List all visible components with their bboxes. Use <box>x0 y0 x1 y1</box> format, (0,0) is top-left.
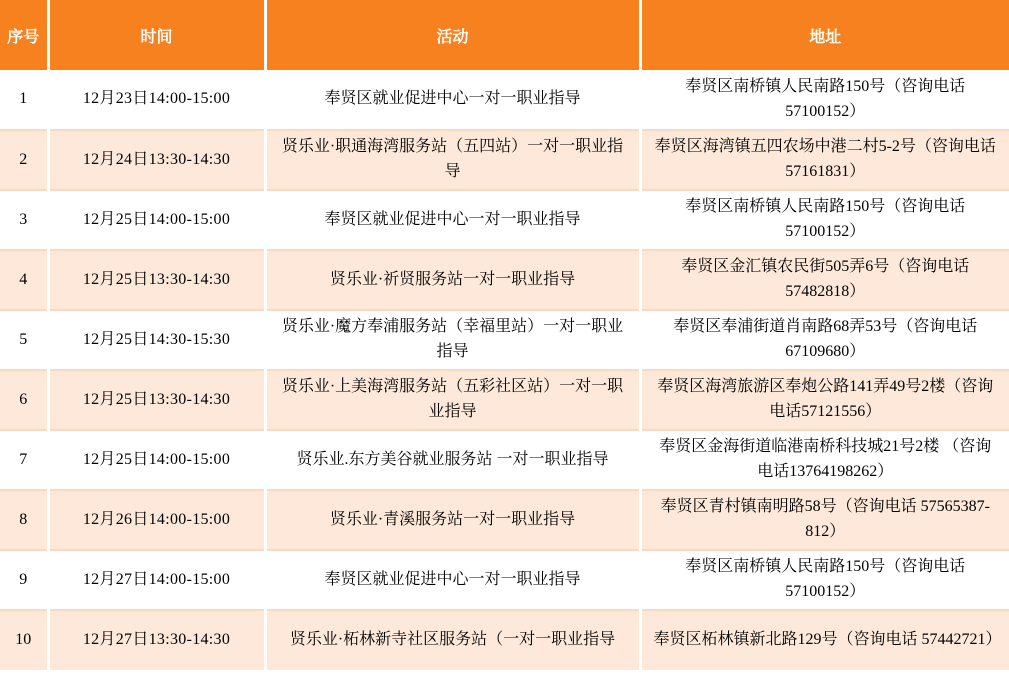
table-row <box>0 310 1009 370</box>
table-body <box>0 70 1009 670</box>
cell-activity: 贤乐业·祈贤服务站一对一职业指导 <box>265 250 640 310</box>
cell-address: 奉贤区海湾镇五四农场中港二村5-2号（咨询电话57161831） <box>640 130 1009 190</box>
header-row <box>0 0 1009 70</box>
table-row <box>0 610 1009 670</box>
table-row <box>0 550 1009 610</box>
table-row <box>0 70 1009 130</box>
cell-serial-number: 3 <box>0 190 48 250</box>
table-row <box>0 490 1009 550</box>
cell-address: 奉贤区青村镇南明路58号（咨询电话 57565387-812） <box>640 490 1009 550</box>
cell-activity: 奉贤区就业促进中心一对一职业指导 <box>265 550 640 610</box>
cell-address: 奉贤区南桥镇人民南路150号（咨询电话 57100152） <box>640 550 1009 610</box>
cell-activity: 贤乐业.东方美谷就业服务站 一对一职业指导 <box>265 430 640 490</box>
cell-time: 12月27日14:00-15:00 <box>48 550 265 610</box>
table-row <box>0 250 1009 310</box>
cell-activity: 奉贤区就业促进中心一对一职业指导 <box>265 70 640 130</box>
cell-activity: 贤乐业·青溪服务站一对一职业指导 <box>265 490 640 550</box>
cell-time: 12月24日13:30-14:30 <box>48 130 265 190</box>
table-row <box>0 370 1009 430</box>
cell-serial-number: 4 <box>0 250 48 310</box>
cell-address: 奉贤区海湾旅游区奉炮公路141弄49号2楼（咨询电话57121556） <box>640 370 1009 430</box>
cell-time: 12月23日14:00-15:00 <box>48 70 265 130</box>
cell-activity: 贤乐业·柘林新寺社区服务站（一对一职业指导 <box>265 610 640 670</box>
cell-time: 12月25日13:30-14:30 <box>48 370 265 430</box>
cell-activity: 贤乐业·上美海湾服务站（五彩社区站）一对一职业指导 <box>265 370 640 430</box>
table-row <box>0 130 1009 190</box>
cell-address: 奉贤区奉浦街道肖南路68弄53号（咨询电话 67109680） <box>640 310 1009 370</box>
cell-serial-number: 7 <box>0 430 48 490</box>
cell-time: 12月25日13:30-14:30 <box>48 250 265 310</box>
cell-time: 12月25日14:00-15:00 <box>48 430 265 490</box>
cell-activity: 贤乐业·魔方奉浦服务站（幸福里站）一对一职业指导 <box>265 310 640 370</box>
cell-address: 奉贤区金海街道临港南桥科技城21号2楼 （咨询电话13764198262） <box>640 430 1009 490</box>
cell-serial-number: 10 <box>0 610 48 670</box>
cell-time: 12月27日13:30-14:30 <box>48 610 265 670</box>
cell-activity: 奉贤区就业促进中心一对一职业指导 <box>265 190 640 250</box>
cell-serial-number: 5 <box>0 310 48 370</box>
header-cell-address: 地址 <box>640 0 1009 70</box>
cell-time: 12月25日14:30-15:30 <box>48 310 265 370</box>
cell-serial-number: 8 <box>0 490 48 550</box>
table-header <box>0 0 1009 70</box>
cell-address: 奉贤区南桥镇人民南路150号（咨询电话 57100152） <box>640 70 1009 130</box>
cell-address: 奉贤区柘林镇新北路129号（咨询电话 57442721） <box>640 610 1009 670</box>
cell-time: 12月25日14:00-15:00 <box>48 190 265 250</box>
cell-serial-number: 1 <box>0 70 48 130</box>
cell-activity: 贤乐业·职通海湾服务站（五四站）一对一职业指导 <box>265 130 640 190</box>
header-cell-activity: 活动 <box>265 0 640 70</box>
cell-time: 12月26日14:00-15:00 <box>48 490 265 550</box>
cell-serial-number: 2 <box>0 130 48 190</box>
table-row <box>0 430 1009 490</box>
header-cell-time: 时间 <box>48 0 265 70</box>
table-row <box>0 190 1009 250</box>
cell-serial-number: 6 <box>0 370 48 430</box>
cell-serial-number: 9 <box>0 550 48 610</box>
cell-address: 奉贤区南桥镇人民南路150号（咨询电话 57100152） <box>640 190 1009 250</box>
cell-address: 奉贤区金汇镇农民街505弄6号（咨询电话 57482818） <box>640 250 1009 310</box>
header-cell-no: 序号 <box>0 0 48 70</box>
